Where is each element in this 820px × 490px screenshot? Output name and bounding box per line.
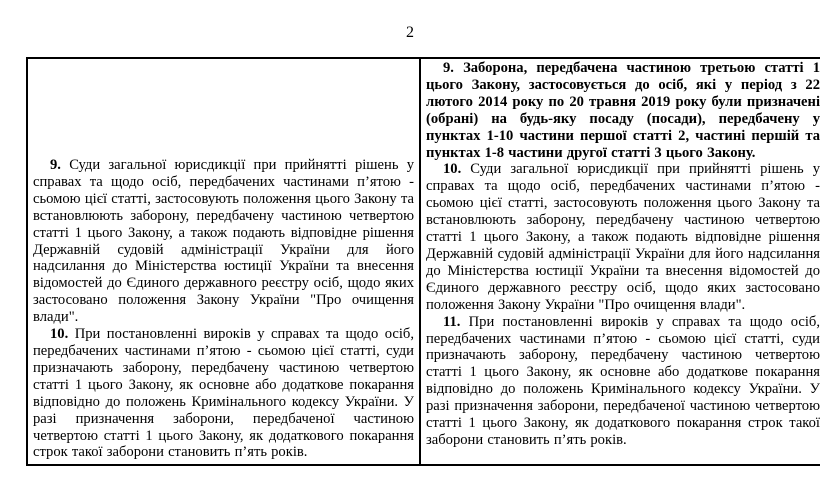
paragraph-text: Суди загальної юрисдикції при прийнятті рішень у справах та щодо осіб, передбачених частинами п’ятою - сьомою цієї статті, застосовують положення цього Закону та встановлюють заборону, передбачену частиною четвертою статті 1 цього Закону, а також подають відповідне рішення Державній судовій адміністрації України для його надсилання до Міністерства юстиції України та внесення відомостей до Єдиного державного реєстру осіб, щодо яких застосовано положення Закону України "Про очищення влади". xyxy=(33,157,414,326)
paragraph-text: Заборона, передбачена частиною третьою статті 1 цього Закону, застосовується до осіб, які у період з 22 лютого 2014 року по 20 травня 2019 року були призначені (обрані) на будь-яку посаду (посади), передбачену у пунктах 1-10 частини першої статті 2, частині першій та пунктах 1-8 частини другої статті 3 цього Закону. xyxy=(426,60,820,161)
paragraph-text: Суди загальної юрисдикції при прийнятті рішень у справах та щодо осіб, передбачених частинами п’ятою - сьомою цієї статті, застосовують положення цього Закону та встановлюють заборону, передбачену частиною четвертою статті 1 цього Закону, а також подають відповідне рішення Державній судовій адміністрації України для його надсилання до Міністерства юстиції України та внесення відомостей до Єдиного державного реєстру осіб, щодо яких застосовано положення Закону України "Про очищення влади". xyxy=(426,161,820,313)
right-column-cell xyxy=(420,58,820,465)
paragraph-text: При постановленні вироків у справах та щодо осіб, передбачених частинами п’ятою - сьомою цієї статті, суди призначають заборону, передбачену частиною четвертою статті 1 цього Закону, як основне або додаткове покарання відповідно до положень Кримінального кодексу України. У разі призначення заборони, передбаченої частиною четвертою статті 1 цього Закону, як додаткового покарання строк такої заборони становить п’ять років. xyxy=(426,313,820,448)
right-paragraph-11 xyxy=(426,314,820,449)
paragraph-number: 9. xyxy=(50,157,61,173)
paragraph-number: 9. xyxy=(443,60,454,76)
left-paragraph-9 xyxy=(33,157,414,326)
paragraph-text: При постановленні вироків у справах та щодо осіб, передбачених частинами п’ятою - сьомою цієї статті, суди призначають заборону, передбачену частиною четвертою статті 1 цього Закону, як основне або додаткове покарання відповідно до положень Кримінального кодексу України. У разі призначення заборони, передбаченої частиною четвертою статті 1 цього Закону, як додаткового покарання строк такої заборони становить п’ять років. xyxy=(33,326,414,461)
left-column-cell xyxy=(27,58,420,465)
page-number: 2 xyxy=(406,24,414,41)
paragraph-number: 10. xyxy=(443,161,462,178)
table-row xyxy=(27,58,820,465)
paragraph-number: 10. xyxy=(50,326,69,343)
right-paragraph-10 xyxy=(426,161,820,313)
paragraph-number: 11. xyxy=(443,313,461,330)
left-paragraph-10 xyxy=(33,326,414,461)
right-paragraph-9 xyxy=(426,60,820,161)
left-column-top-spacer xyxy=(33,60,414,157)
comparison-table xyxy=(26,57,820,466)
